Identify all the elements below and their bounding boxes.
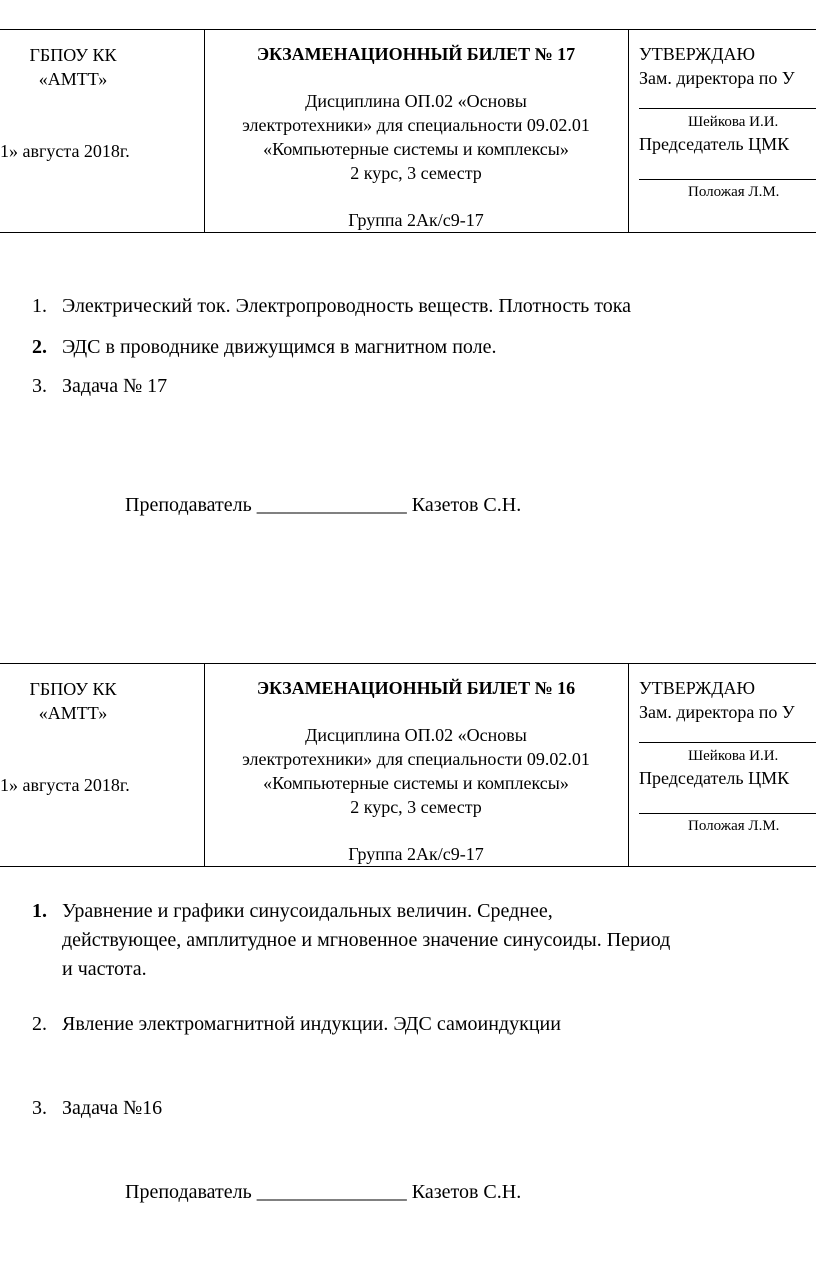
question-text-line: действующее, амплитудное и мгновенное значение синусоиды. Период bbox=[62, 929, 671, 951]
org-abbr: «АМТТ» bbox=[38, 69, 108, 89]
ticket-date: 1» августа 2018г. bbox=[0, 775, 130, 795]
approve-label: УТВЕРЖДАЮ bbox=[639, 44, 756, 64]
signature-line bbox=[639, 813, 816, 814]
question-number: 2. bbox=[32, 336, 47, 358]
deputy-director-label: Зам. директора по У bbox=[639, 68, 795, 88]
discipline-line: «Компьютерные системы и комплексы» bbox=[263, 139, 569, 159]
question-number: 1. bbox=[32, 295, 47, 317]
group-name: Группа 2Ак/с9-17 bbox=[348, 210, 484, 230]
deputy-director-label: Зам. директора по У bbox=[639, 702, 795, 722]
signature-line bbox=[639, 742, 816, 743]
group-name: Группа 2Ак/с9-17 bbox=[348, 844, 484, 864]
discipline-line: «Компьютерные системы и комплексы» bbox=[263, 773, 569, 793]
question-text-line: Уравнение и графики синусоидальных величин. Среднее, bbox=[62, 900, 553, 922]
deputy-name: Шейкова И.И. bbox=[688, 748, 779, 764]
ticket-title: ЭКЗАМЕНАЦИОННЫЙ БИЛЕТ № 16 bbox=[256, 678, 576, 698]
signature-blank: _______________ bbox=[256, 494, 407, 516]
signature-blank: _______________ bbox=[256, 1181, 407, 1203]
discipline-line: электротехники» для специальности 09.02.01 bbox=[242, 115, 590, 135]
question-text: Задача №16 bbox=[62, 1097, 163, 1119]
teacher-signature bbox=[125, 495, 521, 515]
question-text: Явление электромагнитной индукции. ЭДС самоиндукции bbox=[62, 1013, 561, 1035]
signature-line bbox=[639, 108, 816, 109]
question-number: 2. bbox=[32, 1013, 47, 1035]
ticket-title: ЭКЗАМЕНАЦИОННЫЙ БИЛЕТ № 17 bbox=[256, 44, 576, 64]
teacher-signature bbox=[125, 1182, 521, 1202]
org-name: ГБПОУ КК bbox=[29, 45, 117, 65]
question-number: 3. bbox=[32, 1097, 47, 1119]
ticket-date: 1» августа 2018г. bbox=[0, 141, 130, 161]
discipline-line: Дисциплина ОП.02 «Основы bbox=[305, 91, 527, 111]
column-divider bbox=[628, 30, 629, 232]
teacher-label: Преподаватель bbox=[125, 1181, 252, 1203]
discipline-line: электротехники» для специальности 09.02.01 bbox=[242, 749, 590, 769]
teacher-label: Преподаватель bbox=[125, 494, 252, 516]
discipline-line: Дисциплина ОП.02 «Основы bbox=[305, 725, 527, 745]
signature-line bbox=[639, 179, 816, 180]
teacher-name: Казетов С.Н. bbox=[411, 1181, 522, 1203]
question-text-line: и частота. bbox=[62, 958, 147, 980]
org-abbr: «АМТТ» bbox=[38, 703, 108, 723]
column-divider bbox=[628, 664, 629, 866]
chair-name: Положая Л.М. bbox=[688, 184, 780, 200]
ticket-header-table bbox=[0, 29, 816, 233]
org-name: ГБПОУ КК bbox=[29, 679, 117, 699]
ticket-header-table bbox=[0, 663, 816, 867]
approve-label: УТВЕРЖДАЮ bbox=[639, 678, 756, 698]
question-text: Задача № 17 bbox=[62, 375, 168, 397]
question-number: 3. bbox=[32, 375, 47, 397]
question-text: Электрический ток. Электропроводность веществ. Плотность тока bbox=[62, 295, 631, 317]
teacher-name: Казетов С.Н. bbox=[411, 494, 522, 516]
question-number: 1. bbox=[32, 900, 47, 922]
chair-label: Председатель ЦМК bbox=[639, 768, 790, 788]
chair-label: Председатель ЦМК bbox=[639, 134, 790, 154]
deputy-name: Шейкова И.И. bbox=[688, 114, 779, 130]
course-semester: 2 курс, 3 семестр bbox=[350, 163, 482, 183]
course-semester: 2 курс, 3 семестр bbox=[350, 797, 482, 817]
question-text: ЭДС в проводнике движущимся в магнитном поле. bbox=[62, 336, 497, 358]
chair-name: Положая Л.М. bbox=[688, 818, 780, 834]
